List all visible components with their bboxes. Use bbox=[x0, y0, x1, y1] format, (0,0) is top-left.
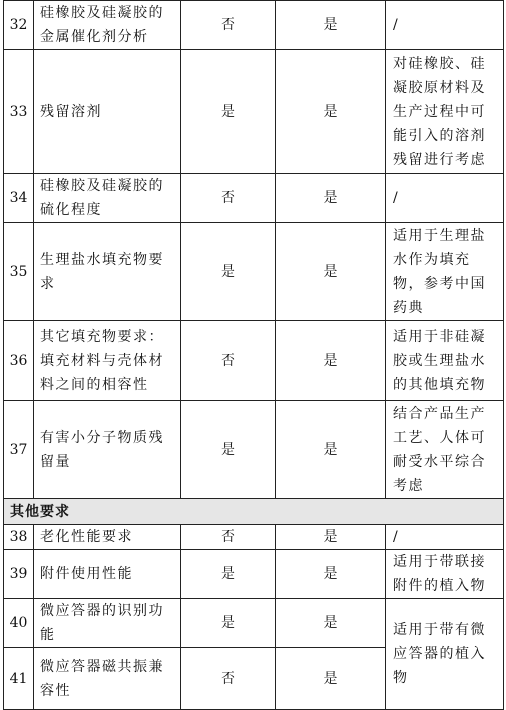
row-note: 适用于非硅凝胶或生理盐水的其他填充物 bbox=[386, 321, 504, 401]
row-number: 33 bbox=[4, 50, 34, 174]
table-row bbox=[4, 174, 504, 223]
table-row bbox=[4, 321, 504, 401]
row-col-a: 否 bbox=[181, 525, 276, 550]
row-number: 40 bbox=[4, 599, 34, 648]
row-note: 适用于生理盐水作为填充物，参考中国药典 bbox=[386, 223, 504, 321]
row-item: 硅橡胶及硅凝胶的金属催化剂分析 bbox=[34, 1, 181, 50]
row-col-a: 否 bbox=[181, 321, 276, 401]
row-item: 生理盐水填充物要求 bbox=[34, 223, 181, 321]
row-col-a: 否 bbox=[181, 174, 276, 223]
row-item: 残留溶剂 bbox=[34, 50, 181, 174]
table-row bbox=[4, 1, 504, 50]
row-note: 适用于带联接附件的植入物 bbox=[386, 550, 504, 599]
row-col-b: 是 bbox=[276, 223, 386, 321]
row-col-a: 是 bbox=[181, 401, 276, 499]
row-col-a: 是 bbox=[181, 599, 276, 648]
row-number: 32 bbox=[4, 1, 34, 50]
row-note: 结合产品生产工艺、人体可耐受水平综合考虑 bbox=[386, 401, 504, 499]
row-note-merged: 适用于带有微应答器的植入物 bbox=[386, 599, 504, 710]
row-note: / bbox=[386, 525, 504, 550]
row-col-b: 是 bbox=[276, 648, 386, 710]
row-col-a: 是 bbox=[181, 550, 276, 599]
row-item: 硅橡胶及硅凝胶的硫化程度 bbox=[34, 174, 181, 223]
table-row bbox=[4, 50, 504, 174]
row-col-a: 是 bbox=[181, 50, 276, 174]
row-col-b: 是 bbox=[276, 50, 386, 174]
table-row bbox=[4, 550, 504, 599]
row-col-b: 是 bbox=[276, 321, 386, 401]
row-number: 35 bbox=[4, 223, 34, 321]
row-col-b: 是 bbox=[276, 174, 386, 223]
row-col-b: 是 bbox=[276, 599, 386, 648]
table-row bbox=[4, 401, 504, 499]
row-col-b: 是 bbox=[276, 401, 386, 499]
row-col-b: 是 bbox=[276, 525, 386, 550]
row-item: 附件使用性能 bbox=[34, 550, 181, 599]
row-col-b: 是 bbox=[276, 550, 386, 599]
section-header-row bbox=[4, 499, 504, 525]
requirements-table bbox=[3, 0, 504, 710]
row-item: 微应答器的识别功能 bbox=[34, 599, 181, 648]
row-number: 39 bbox=[4, 550, 34, 599]
row-number: 37 bbox=[4, 401, 34, 499]
table-row bbox=[4, 599, 504, 648]
row-number: 38 bbox=[4, 525, 34, 550]
row-note: / bbox=[386, 174, 504, 223]
row-item: 老化性能要求 bbox=[34, 525, 181, 550]
row-col-a: 否 bbox=[181, 648, 276, 710]
row-col-a: 否 bbox=[181, 1, 276, 50]
row-item: 微应答器磁共振兼容性 bbox=[34, 648, 181, 710]
table-row bbox=[4, 223, 504, 321]
section-title: 其他要求 bbox=[4, 499, 504, 525]
row-note: 对硅橡胶、硅凝胶原材料及生产过程中可能引入的溶剂残留进行考虑 bbox=[386, 50, 504, 174]
table-row bbox=[4, 525, 504, 550]
row-number: 41 bbox=[4, 648, 34, 710]
row-number: 36 bbox=[4, 321, 34, 401]
row-number: 34 bbox=[4, 174, 34, 223]
row-item: 其它填充物要求：填充材料与壳体材料之间的相容性 bbox=[34, 321, 181, 401]
row-item: 有害小分子物质残留量 bbox=[34, 401, 181, 499]
row-note: / bbox=[386, 1, 504, 50]
row-col-b: 是 bbox=[276, 1, 386, 50]
row-col-a: 是 bbox=[181, 223, 276, 321]
